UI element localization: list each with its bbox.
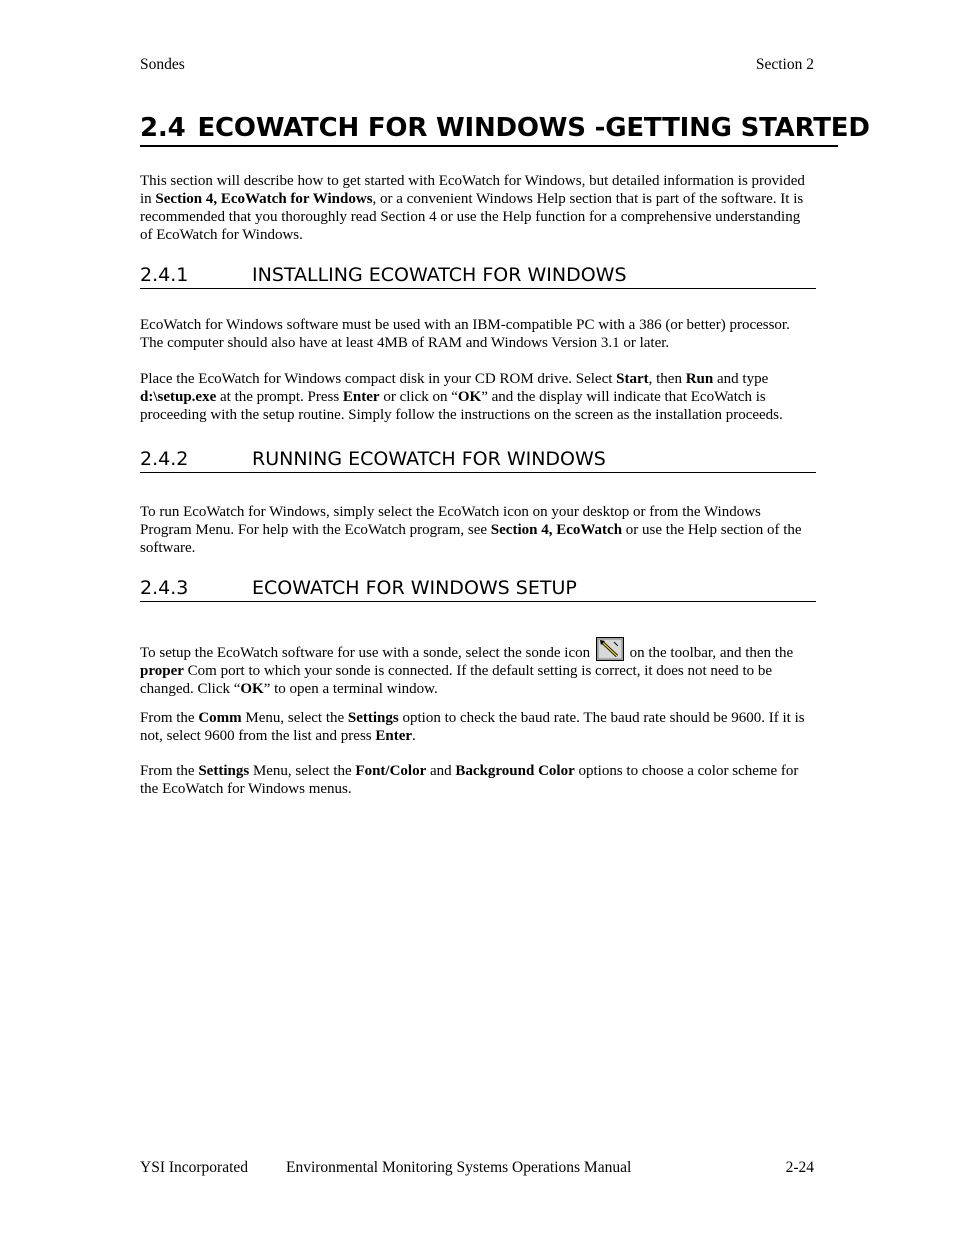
section-title: ECOWATCH FOR WINDOWS -GETTING STARTED (197, 113, 870, 143)
footer-manual-title: Environmental Monitoring Systems Operations Manual (286, 1159, 632, 1176)
subsection-number: 2.4.1 (140, 264, 189, 286)
text: ” to open a terminal window. (263, 681, 438, 697)
bold-settings: Settings (347, 710, 399, 726)
subsection-number: 2.4.2 (140, 448, 189, 470)
subsection-heading-2-4-1 (140, 264, 816, 289)
section-heading (140, 113, 870, 147)
subsection-heading-2-4-2 (140, 448, 816, 473)
text: or use the Help section of the software. (140, 522, 802, 556)
footer-company: YSI Incorporated (140, 1159, 249, 1176)
subsection-number: 2.4.3 (140, 577, 189, 599)
bold-setup-exe: d:\setup.exe (140, 389, 217, 405)
subsection-title: ECOWATCH FOR WINDOWS SETUP (252, 577, 577, 599)
text: From the (140, 763, 199, 779)
bold-ok: OK (457, 389, 482, 405)
intro-text-1: This section will describe how to get started with EcoWatch for Windows, but detailed information is provided in (140, 173, 805, 207)
text: and type (713, 371, 769, 387)
text: ” and the display will indicate that EcoWatch is proceeding with the setup routine. Simply follow the instructions on the screen as the installation proceeds. (140, 389, 783, 423)
bold-enter: Enter (342, 389, 380, 405)
bold-start: Start (616, 371, 649, 387)
bold-ok: OK (240, 681, 264, 697)
bold-run: Run (685, 371, 714, 387)
text: To setup the EcoWatch software for use with a sonde, select the sonde icon (140, 645, 594, 661)
text: option to check the baud rate. The baud rate should be 9600. If it is not, select 9600 from the list and press (140, 710, 805, 744)
text: at the prompt. Press (216, 389, 343, 405)
text: and (426, 763, 456, 779)
running-header-left: Sondes (140, 56, 185, 73)
bold-section-ref: Section 4, EcoWatch (490, 522, 623, 538)
bold-settings: Settings (198, 763, 250, 779)
text: or click on “ (379, 389, 458, 405)
text: on the toolbar, and then the (625, 645, 794, 661)
section-number: 2.4 (140, 113, 186, 143)
running-paragraph (140, 503, 816, 557)
intro-bold-ref: Section 4, EcoWatch for Windows (155, 191, 373, 207)
bold-font-color: Font/Color (355, 763, 427, 779)
text: From the (140, 710, 199, 726)
subsection-heading-2-4-3 (140, 577, 816, 602)
intro-paragraph (140, 172, 816, 244)
setup-paragraph-3 (140, 762, 816, 798)
text: , then (648, 371, 686, 387)
text: options to choose a color scheme for the EcoWatch for Windows menus. (140, 763, 799, 797)
footer-page-number: 2-24 (785, 1159, 814, 1176)
text: Com port to which your sonde is connected. If the default setting is correct, it does not need to be changed. Click “ (140, 663, 773, 697)
running-header-right: Section 2 (755, 56, 814, 73)
installing-paragraph-2 (140, 370, 816, 424)
text: . (412, 728, 416, 744)
text: Menu, select the (249, 763, 356, 779)
sonde-icon (596, 637, 624, 661)
setup-paragraph-2 (140, 709, 816, 745)
text: To run EcoWatch for Windows, simply select the EcoWatch icon on your desktop or from the Windows Program Menu. For help with the EcoWatch program, see (140, 504, 761, 538)
bold-background-color: Background Color (455, 763, 575, 779)
installing-paragraph-1: EcoWatch for Windows software must be used with an IBM-compatible PC with a 386 (or better) processor. The computer should also have at least 4MB of RAM and Windows Version 3.1 or later. (140, 317, 790, 351)
subsection-title: RUNNING ECOWATCH FOR WINDOWS (252, 448, 606, 470)
bold-comm: Comm (198, 710, 242, 726)
text: Menu, select the (241, 710, 348, 726)
setup-paragraph-1 (140, 637, 816, 698)
bold-enter: Enter (375, 728, 413, 744)
text: Place the EcoWatch for Windows compact disk in your CD ROM drive. Select (140, 371, 617, 387)
subsection-title: INSTALLING ECOWATCH FOR WINDOWS (252, 264, 627, 286)
bold-proper: proper (140, 663, 184, 679)
intro-text-2: , or a convenient Windows Help section that is part of the software. It is recommended that you thoroughly read Section 4 or use the Help function for a comprehensive understanding of EcoWatch for Windows. (140, 191, 804, 243)
